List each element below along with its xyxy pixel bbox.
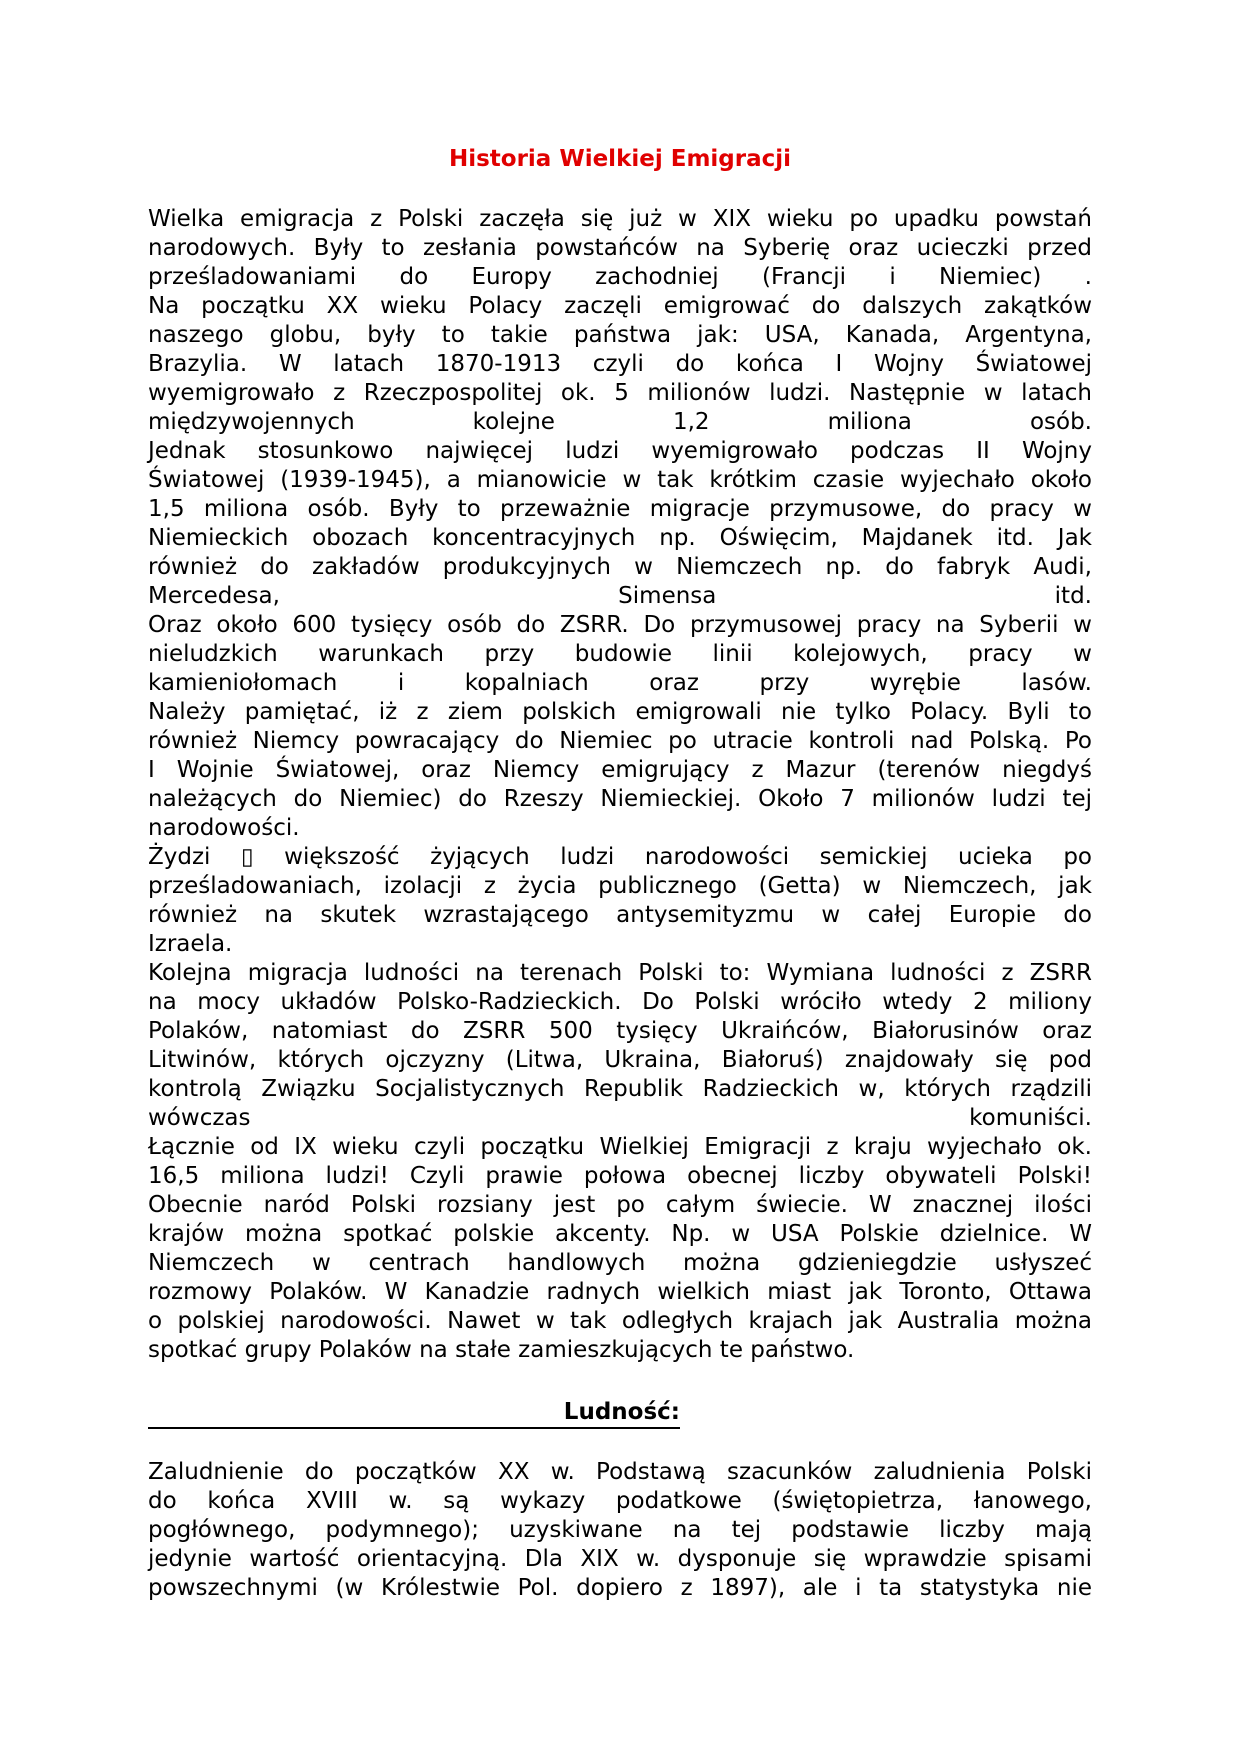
population-paragraph xyxy=(148,1458,1092,1603)
text-line: pogłównego, podymnego); uzyskiwane na tej podstawie liczby mają xyxy=(148,1517,1092,1543)
text-line: spotkać grupy Polaków na stałe zamieszkujących te państwo. xyxy=(148,1337,855,1363)
text-line: Światowej (1939-1945), a mianowicie w tak krótkim czasie wyjechało około xyxy=(148,467,1092,493)
text-line: Łącznie od IX wieku czyli początku Wielkiej Emigracji z kraju wyjechało ok. xyxy=(148,1134,1092,1160)
text-line: Zaludnienie do początków XX w. Podstawą szacunków zaludnienia Polski xyxy=(148,1459,1092,1485)
text-line: nieludzkich warunkach przy budowie linii kolejowych, pracy w xyxy=(148,641,1092,667)
text-line: Należy pamiętać, iż z ziem polskich emigrowali nie tylko Polacy. Byli to xyxy=(148,699,1092,725)
text-line: również na skutek wzrastającego antysemityzmu w całej Europie do xyxy=(148,902,1092,928)
body-paragraphs xyxy=(148,205,1092,1365)
text-line: Niemczech w centrach handlowych można gdzieniegdzie usłyszeć xyxy=(148,1250,1092,1276)
text-line: narodowości. xyxy=(148,815,300,841)
text-line: 16,5 miliona ludzi! Czyli prawie połowa obecnej liczby obywateli Polski! xyxy=(148,1163,1092,1189)
document-title: Historia Wielkiej Emigracji xyxy=(448,146,792,172)
text-line: kamieniołomach i kopalniach oraz przy wyrębie lasów. xyxy=(148,670,1092,696)
text-line: Litwinów, których ojczyzny (Litwa, Ukraina, Białoruś) znajdowały się pod xyxy=(148,1047,1092,1073)
text-line: powszechnymi (w Królestwie Pol. dopiero z 1897), ale i ta statystyka nie xyxy=(148,1575,1092,1601)
text-line: Izraela. xyxy=(148,931,233,957)
text-line: na mocy układów Polsko-Radzieckich. Do Polski wróciło wtedy 2 miliony xyxy=(148,989,1092,1015)
text-line: rozmowy Polaków. W Kanadzie radnych wielkich miast jak Toronto, Ottawa xyxy=(148,1279,1092,1305)
text-line: należących do Niemiec) do Rzeszy Niemieckiej. Około 7 milionów ludzi tej xyxy=(148,786,1092,812)
text-line: Niemieckich obozach koncentracyjnych np. Oświęcim, Majdanek itd. Jak xyxy=(148,525,1092,551)
text-line: Na początku XX wieku Polacy zaczęli emigrować do dalszych zakątków xyxy=(148,293,1092,319)
text-line: wyemigrowało z Rzeczpospolitej ok. 5 milionów ludzi. Następnie w latach xyxy=(148,380,1092,406)
text-line: krajów można spotkać polskie akcenty. Np. w USA Polskie dzielnice. W xyxy=(148,1221,1092,1247)
text-line: Kolejna migracja ludności na terenach Polski to: Wymiana ludności z ZSRR xyxy=(148,960,1092,986)
text-line: Polaków, natomiast do ZSRR 500 tysięcy Ukraińców, Białorusinów oraz xyxy=(148,1018,1092,1044)
text-line: międzywojennych kolejne 1,2 miliona osób. xyxy=(148,409,1092,435)
text-line: Obecnie naród Polski rozsiany jest po całym świecie. W znacznej ilości xyxy=(148,1192,1092,1218)
text-line: kontrolą Związku Socjalistycznych Republik Radzieckich w, których rządzili xyxy=(148,1076,1092,1102)
section-heading-rule xyxy=(148,1395,680,1429)
text-line: Oraz około 600 tysięcy osób do ZSRR. Do przymusowej pracy na Syberii w xyxy=(148,612,1092,638)
text-line: również do zakładów produkcyjnych w Niemczech np. do fabryk Audi, xyxy=(148,554,1092,580)
text-line: Jednak stosunkowo najwięcej ludzi wyemigrowało podczas II Wojny xyxy=(148,438,1092,464)
text-line: prześladowaniach, izolacji z życia publicznego (Getta) w Niemczech, jak xyxy=(148,873,1092,899)
text-line: wówczas komuniści. xyxy=(148,1105,1092,1131)
text-line: jedynie wartość orientacyjną. Dla XIX w. dysponuje się wprawdzie spisami xyxy=(148,1546,1092,1572)
text-line: Mercedesa, Simensa itd. xyxy=(148,583,1092,609)
text-line: narodowych. Były to zesłania powstańców na Syberię oraz ucieczki przed xyxy=(148,235,1092,261)
text-line: również Niemcy powracający do Niemiec po utracie kontroli nad Polską. Po xyxy=(148,728,1092,754)
text-line: prześladowaniami do Europy zachodniej (Francji i Niemiec) . xyxy=(148,264,1092,290)
text-line: 1,5 miliona osób. Były to przeważnie migracje przymusowe, do pracy w xyxy=(148,496,1092,522)
text-line: naszego globu, były to takie państwa jak: USA, Kanada, Argentyna, xyxy=(148,322,1092,348)
text-line: o polskiej narodowości. Nawet w tak odległych krajach jak Australia można xyxy=(148,1308,1092,1334)
text-line: Wielka emigracja z Polski zaczęła się już w XIX wieku po upadku powstań xyxy=(148,206,1092,232)
text-line: Brazylia. W latach 1870-1913 czyli do końca I Wojny Światowej xyxy=(148,351,1092,377)
section-heading: Ludność: xyxy=(563,1399,680,1425)
text-line: Żydzi ▯ większość żyjących ludzi narodowości semickiej ucieka po xyxy=(148,844,1092,870)
text-line: I Wojnie Światowej, oraz Niemcy emigrujący z Mazur (terenów niegdyś xyxy=(148,757,1092,783)
text-line: do końca XVIII w. są wykazy podatkowe (świętopietrza, łanowego, xyxy=(148,1488,1092,1514)
